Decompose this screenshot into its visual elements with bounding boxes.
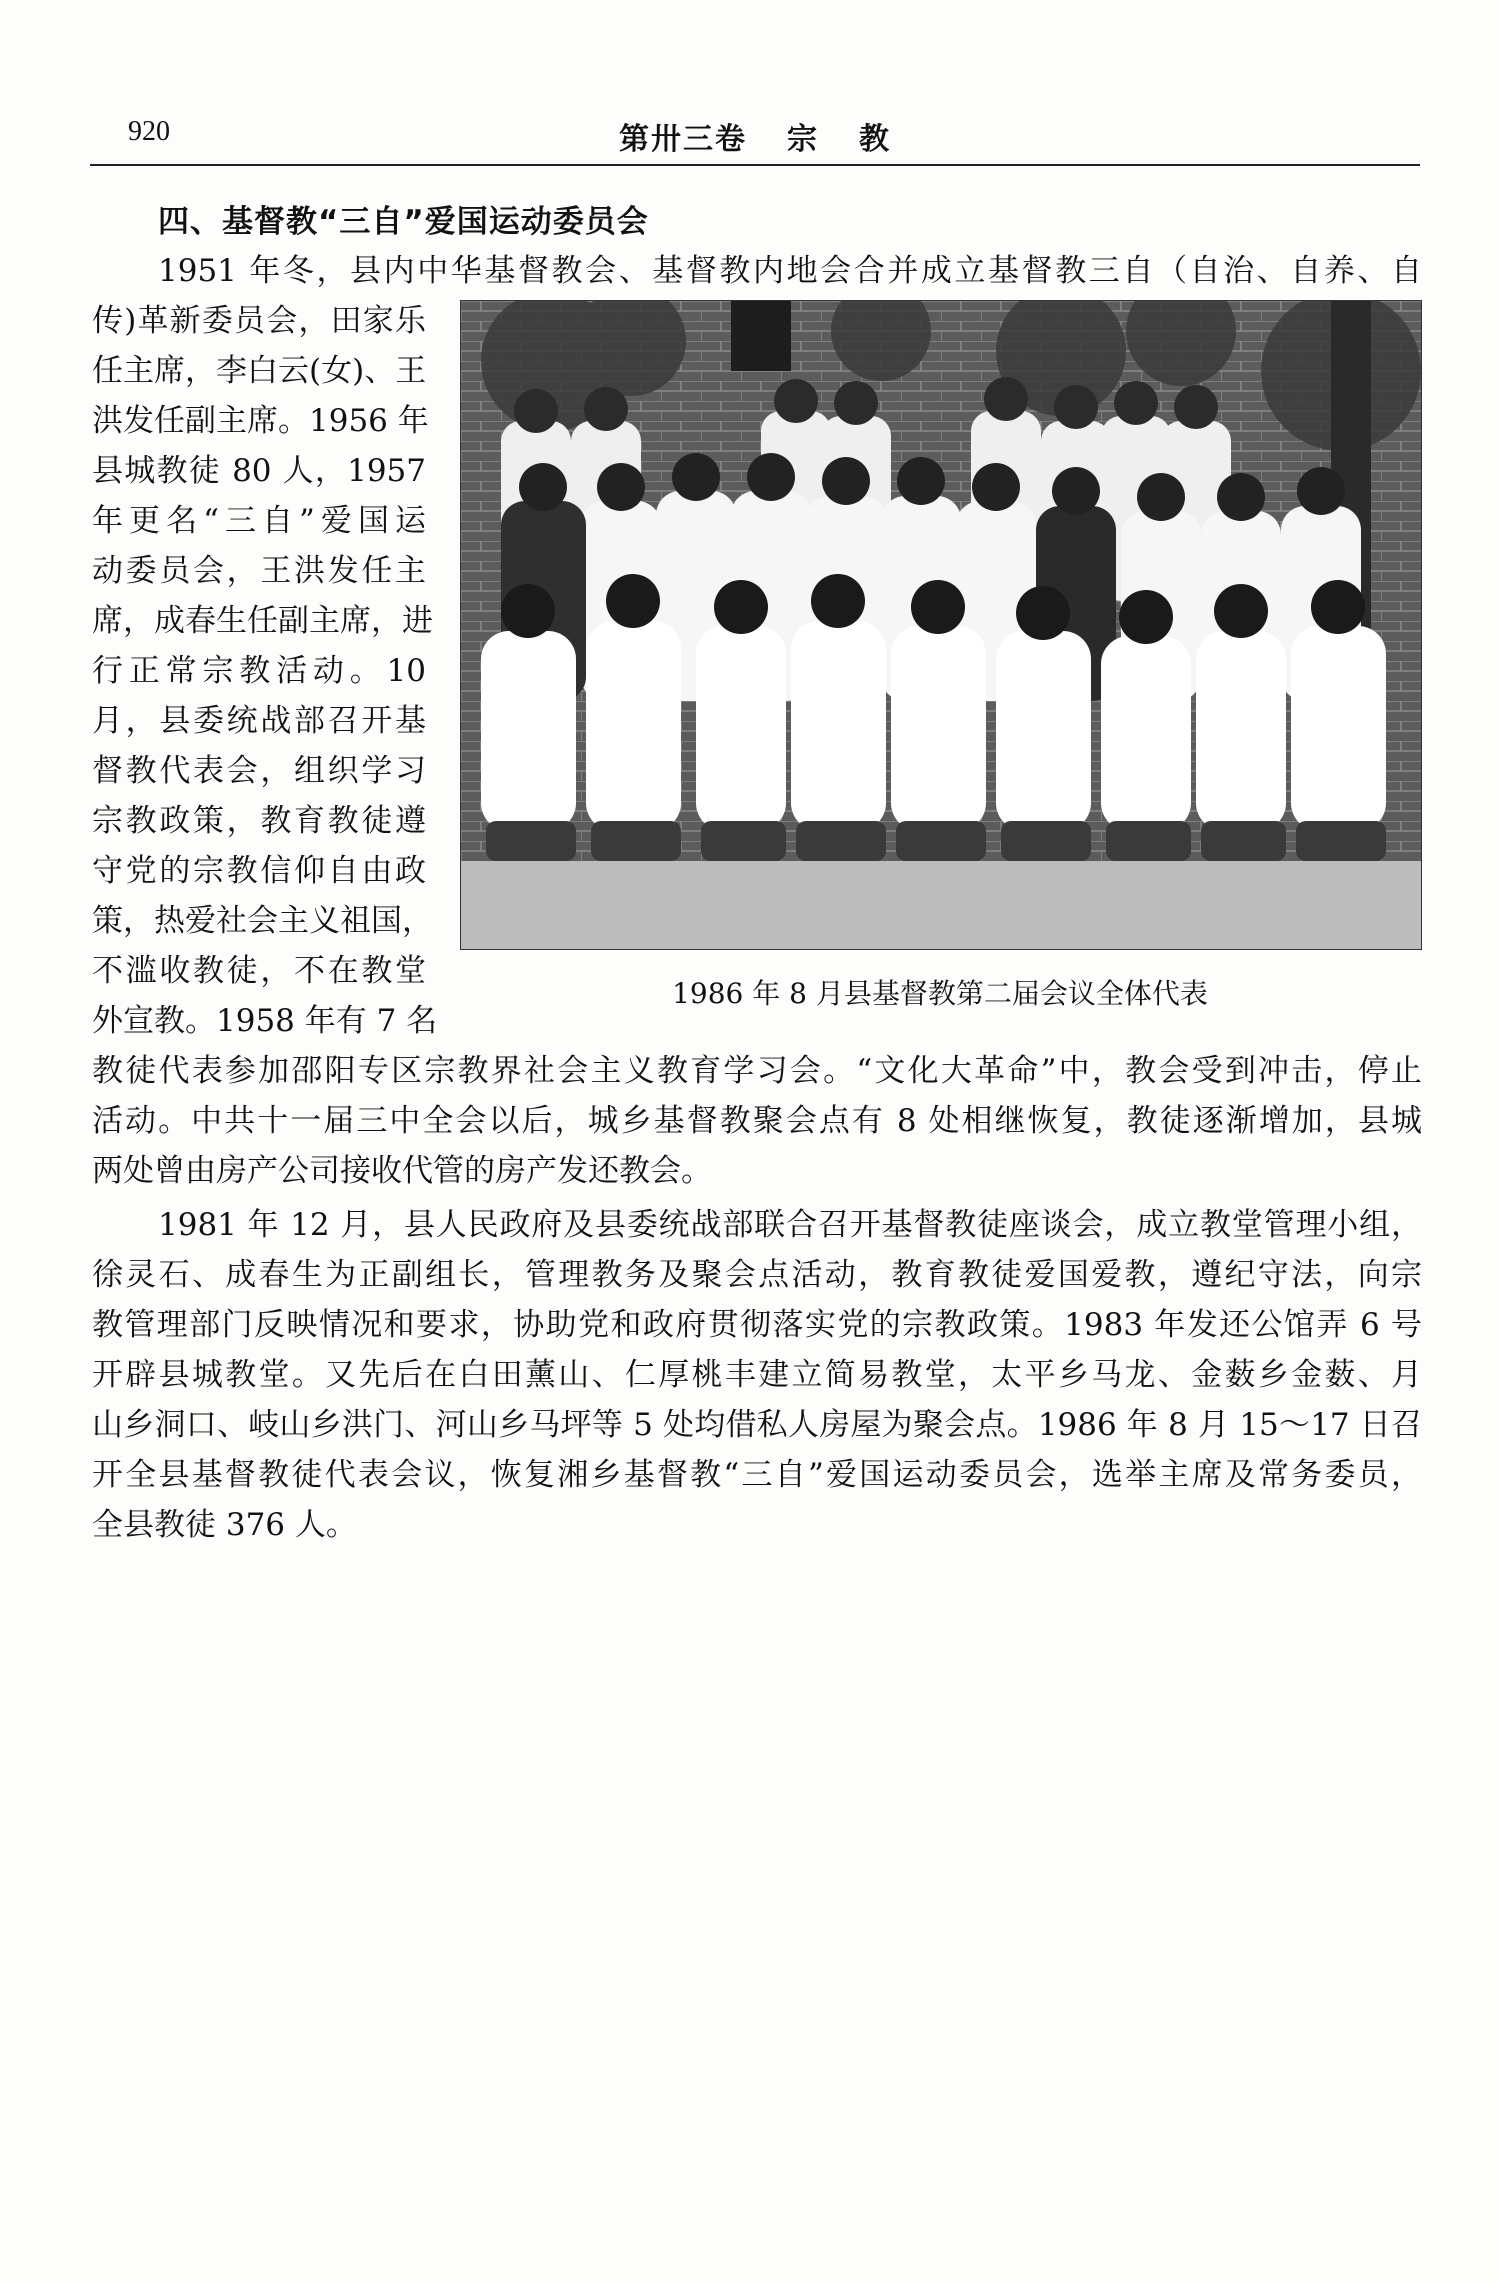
para1-line-6: 年更名“三自”爱国运: [92, 503, 426, 539]
para1-line-19: 两处曾由房产公司接收代管的房产发还教会。: [92, 1153, 712, 1189]
group-photo: [460, 300, 1422, 950]
para2-line-2: 徐灵石、成春生为正副组长，管理教务及聚会点活动，教育教徒爱国爱教，遵纪守法，向宗: [92, 1257, 1422, 1293]
para1-line-10: 月，县委统战部召开基: [92, 703, 426, 739]
section-heading: 四、基督教“三自”爱国运动委员会: [158, 204, 649, 240]
subject-char-2: 教: [859, 122, 891, 157]
para2-line-1: 1981 年 12 月，县人民政府及县委统战部联合召开基督教徒座谈会，成立教堂管理小组，: [158, 1207, 1422, 1243]
para1-line-2: 传)革新委员会，田家乐: [92, 303, 426, 339]
running-title: [90, 114, 1420, 158]
para1-line-7: 动委员会，王洪发任主: [92, 553, 426, 589]
para1-line-8: 席，成春生任副主席，进: [92, 603, 433, 639]
para1-line-12: 宗教政策，教育教徒遵: [92, 803, 426, 839]
para1-line-11: 督教代表会，组织学习: [92, 753, 426, 789]
para1-line-5: 县城教徒 80 人，1957: [92, 453, 426, 489]
front-row-seated: [481, 574, 1386, 861]
window: [731, 301, 791, 371]
subject-char-1: 宗: [787, 122, 819, 157]
para1-line-18: 活动。中共十一届三中全会以后，城乡基督教聚会点有 8 处相继恢复，教徒逐渐增加，县城: [92, 1103, 1422, 1139]
para2-line-6: 开全县基督教徒代表会议，恢复湘乡基督教“三自”爱国运动委员会，选举主席及常务委员，: [92, 1457, 1422, 1493]
para1-line-4: 洪发任副主席。1956 年: [92, 403, 429, 439]
para1-line-15: 不滥收教徒，不在教堂: [92, 953, 426, 989]
para1-line-16: 外宣教。1958 年有 7 名: [92, 1003, 438, 1039]
para1-line-13: 守党的宗教信仰自由政: [92, 853, 426, 889]
para2-line-5: 山乡洞口、岐山乡洪门、河山乡马坪等 5 处均借私人房屋为聚会点。1986 年 8 月 15～17 日召: [92, 1407, 1422, 1443]
para2-line-4: 开辟县城教堂。又先后在白田薰山、仁厚桃丰建立简易教堂，太平乡马龙、金薮乡金薮、月: [92, 1357, 1422, 1393]
para1-line-14: 策，热爱社会主义祖国，: [92, 903, 433, 939]
page-header: [90, 108, 1420, 166]
para1-line-3: 任主席，李白云(女)、王: [92, 353, 427, 389]
para2-line-7: 全县教徒 376 人。: [92, 1507, 357, 1543]
para1-line-17: 教徒代表参加邵阳专区宗教界社会主义教育学习会。“文化大革命”中，教会受到冲击，停止: [92, 1053, 1422, 1089]
page-number: 920: [128, 116, 170, 147]
photo-caption: 1986 年 8 月县基督教第二届会议全体代表: [672, 977, 1208, 1010]
para1-line-1: 1951 年冬，县内中华基督教会、基督教内地会合并成立基督教三自（自治、自养、自: [158, 253, 1422, 289]
para2-line-3: 教管理部门反映情况和要求，协助党和政府贯彻落实党的宗教政策。1983 年发还公馆弄 6 号: [92, 1307, 1422, 1343]
ground: [461, 861, 1421, 949]
volume-title: 第卅三卷: [619, 122, 747, 157]
para1-line-9: 行正常宗教活动。10: [92, 653, 426, 689]
